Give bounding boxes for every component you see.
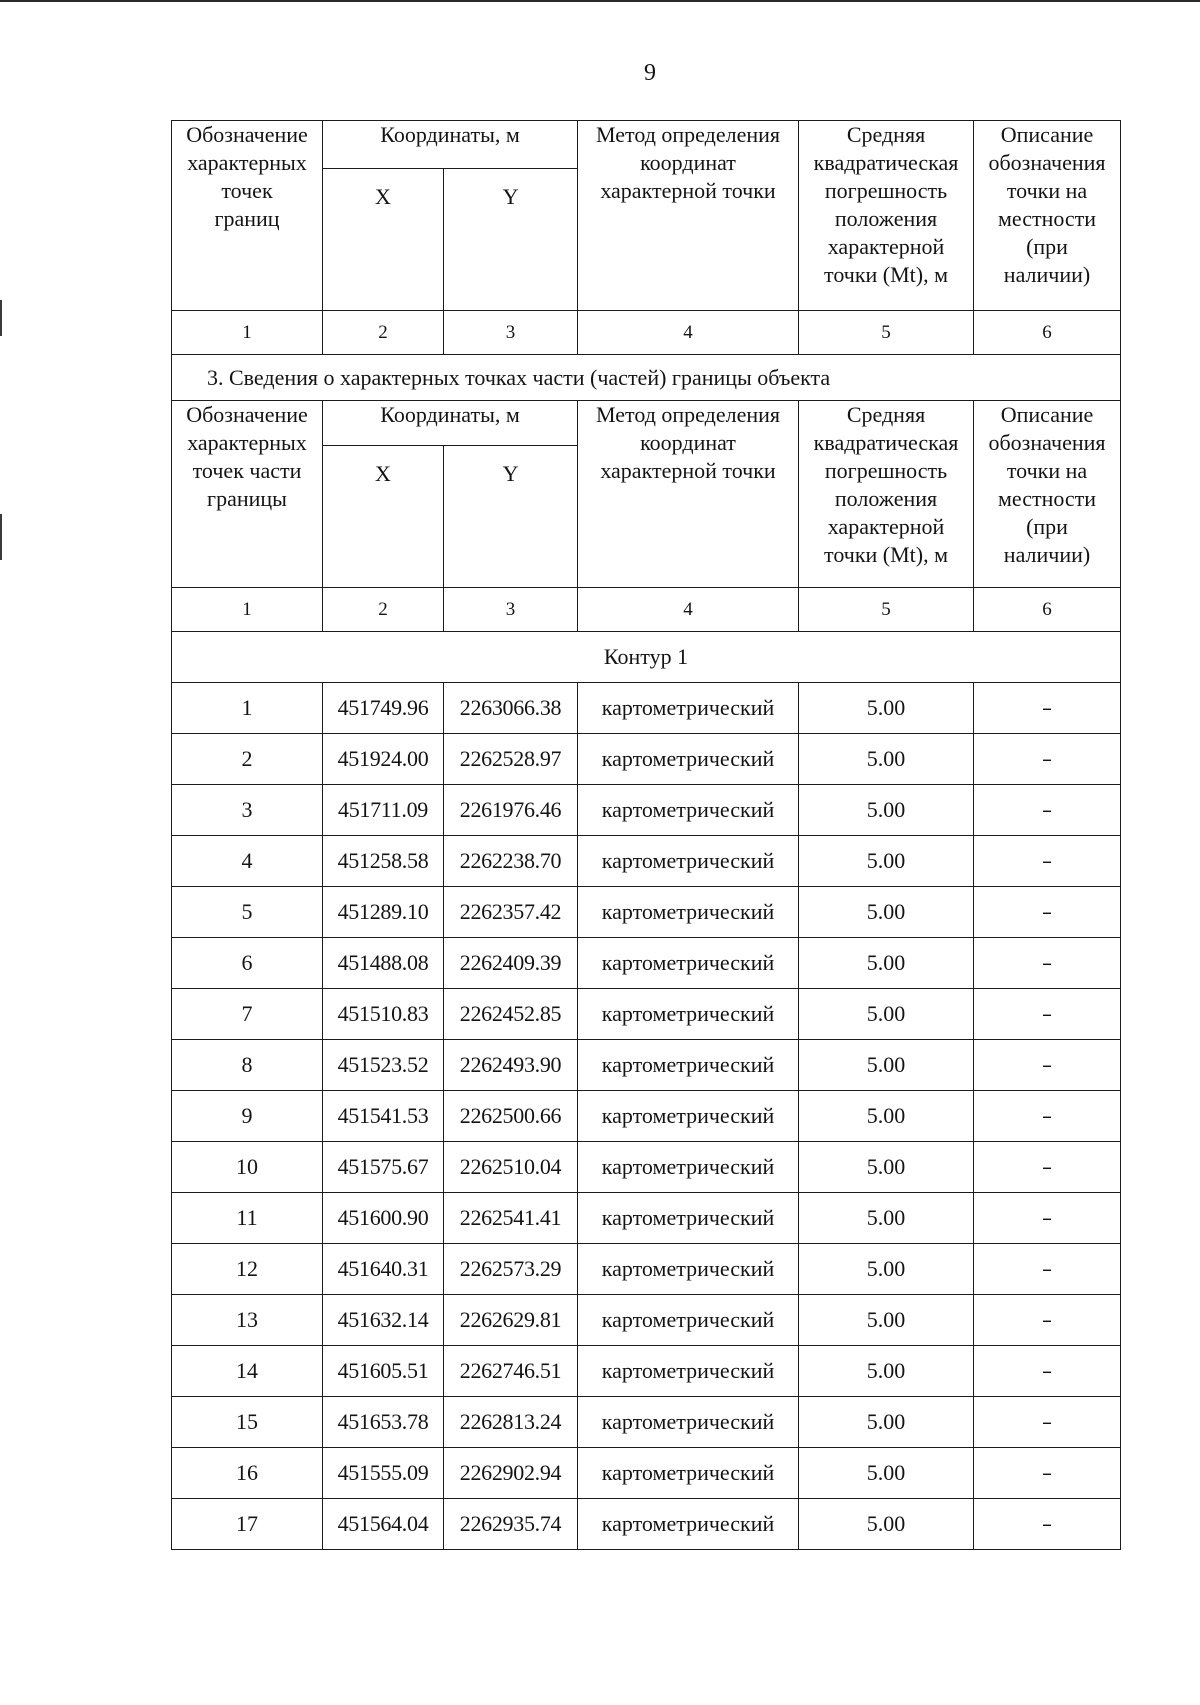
header-coordinates: Координаты, м	[323, 401, 578, 446]
table-row	[172, 1193, 1121, 1244]
section-title-row	[172, 355, 1121, 401]
coordinate-y: 2262493.90	[444, 1040, 578, 1091]
boundary-points-table	[171, 120, 1121, 1550]
coordinate-x: 451523.52	[323, 1040, 444, 1091]
point-number: 6	[172, 938, 323, 989]
determination-method: картометрический	[578, 683, 799, 734]
table-row	[172, 938, 1121, 989]
mean-square-error: 5.00	[799, 938, 974, 989]
column-number: 4	[578, 588, 799, 632]
table-row	[172, 989, 1121, 1040]
header-line: характерных	[187, 150, 307, 175]
mean-square-error: 5.00	[799, 734, 974, 785]
point-description: –	[974, 1244, 1121, 1295]
column-number: 5	[799, 311, 974, 355]
header-line: координат	[640, 150, 736, 175]
determination-method: картометрический	[578, 1193, 799, 1244]
point-description: –	[974, 887, 1121, 938]
coordinate-y: 2262813.24	[444, 1397, 578, 1448]
coordinate-x: 451653.78	[323, 1397, 444, 1448]
table-row	[172, 1040, 1121, 1091]
table-row	[172, 836, 1121, 887]
header-line: характерных	[187, 430, 307, 455]
determination-method: картометрический	[578, 785, 799, 836]
scan-edge-mark	[0, 514, 2, 560]
column-number: 4	[578, 311, 799, 355]
point-description: –	[974, 1295, 1121, 1346]
header-line: точек	[221, 178, 273, 203]
column-number: 1	[172, 588, 323, 632]
determination-method: картометрический	[578, 1244, 799, 1295]
column-number: 5	[799, 588, 974, 632]
header-method	[578, 121, 799, 311]
header-line: границ	[214, 206, 280, 231]
point-number: 4	[172, 836, 323, 887]
mean-square-error: 5.00	[799, 1142, 974, 1193]
coordinate-y: 2262510.04	[444, 1142, 578, 1193]
page-number: 9	[644, 60, 656, 86]
point-number: 13	[172, 1295, 323, 1346]
header-line: точек части	[192, 458, 302, 483]
determination-method: картометрический	[578, 1397, 799, 1448]
header-line: погрешность	[824, 458, 948, 483]
mean-square-error: 5.00	[799, 1040, 974, 1091]
mean-square-error: 5.00	[799, 1193, 974, 1244]
coordinate-y: 2262935.74	[444, 1499, 578, 1550]
header-line: точки (Mt), м	[824, 262, 949, 287]
determination-method: картометрический	[578, 1295, 799, 1346]
point-description: –	[974, 1397, 1121, 1448]
coordinate-x: 451488.08	[323, 938, 444, 989]
section-title: 3. Сведения о характерных точках части (частей) границы объекта	[172, 355, 1121, 401]
point-number: 11	[172, 1193, 323, 1244]
mean-square-error: 5.00	[799, 1346, 974, 1397]
coordinate-y: 2262500.66	[444, 1091, 578, 1142]
mean-square-error: 5.00	[799, 1244, 974, 1295]
coordinate-y: 2263066.38	[444, 683, 578, 734]
header-line: (при	[1026, 514, 1068, 539]
coordinate-x: 451640.31	[323, 1244, 444, 1295]
point-description: –	[974, 683, 1121, 734]
point-number: 14	[172, 1346, 323, 1397]
coordinate-y: 2262238.70	[444, 836, 578, 887]
header-line: наличии)	[1003, 542, 1091, 567]
coordinate-y: 2261976.46	[444, 785, 578, 836]
table-row	[172, 1295, 1121, 1346]
point-number: 10	[172, 1142, 323, 1193]
point-description: –	[974, 836, 1121, 887]
mean-square-error: 5.00	[799, 989, 974, 1040]
coordinate-x: 451289.10	[323, 887, 444, 938]
point-description: –	[974, 1448, 1121, 1499]
mean-square-error: 5.00	[799, 683, 974, 734]
coordinate-y: 2262357.42	[444, 887, 578, 938]
header-description	[974, 121, 1121, 311]
coordinate-x: 451258.58	[323, 836, 444, 887]
header-line: точки на	[1006, 178, 1088, 203]
coordinate-x: 451605.51	[323, 1346, 444, 1397]
point-description: –	[974, 1499, 1121, 1550]
header-line: характерной точки	[600, 458, 776, 483]
coordinate-y: 2262746.51	[444, 1346, 578, 1397]
column-number: 3	[444, 311, 578, 355]
coordinate-y: 2262528.97	[444, 734, 578, 785]
column-number: 3	[444, 588, 578, 632]
table-row	[172, 1244, 1121, 1295]
header-line: квадратическая	[813, 150, 959, 175]
point-description: –	[974, 938, 1121, 989]
column-number: 2	[323, 311, 444, 355]
coordinate-y: 2262902.94	[444, 1448, 578, 1499]
header-description	[974, 401, 1121, 588]
point-description: –	[974, 1040, 1121, 1091]
mean-square-error: 5.00	[799, 836, 974, 887]
mean-square-error: 5.00	[799, 1295, 974, 1346]
determination-method: картометрический	[578, 836, 799, 887]
mean-square-error: 5.00	[799, 785, 974, 836]
point-number: 17	[172, 1499, 323, 1550]
point-number: 7	[172, 989, 323, 1040]
top-border-line	[0, 0, 1200, 2]
point-number: 8	[172, 1040, 323, 1091]
determination-method: картометрический	[578, 1448, 799, 1499]
point-number: 16	[172, 1448, 323, 1499]
determination-method: картометрический	[578, 1040, 799, 1091]
header-line: Метод определения	[595, 122, 781, 147]
header-line: характерной	[827, 514, 945, 539]
point-description: –	[974, 785, 1121, 836]
header-line: Средняя	[846, 122, 926, 147]
column-number: 6	[974, 588, 1121, 632]
point-number: 5	[172, 887, 323, 938]
header-line: Описание	[1000, 402, 1094, 427]
point-description: –	[974, 1142, 1121, 1193]
header-line: границы	[207, 486, 287, 511]
coordinate-x: 451575.67	[323, 1142, 444, 1193]
header-line: погрешность	[824, 178, 948, 203]
header-line: Обозначение	[186, 122, 308, 147]
header-line: Средняя	[846, 402, 926, 427]
determination-method: картометрический	[578, 1091, 799, 1142]
scan-edge-mark	[0, 300, 2, 336]
coordinate-x: 451564.04	[323, 1499, 444, 1550]
header-mean-error	[799, 121, 974, 311]
coordinate-y: 2262541.41	[444, 1193, 578, 1244]
coordinate-x: 451924.00	[323, 734, 444, 785]
contour-label: Контур 1	[172, 632, 1121, 683]
point-number: 2	[172, 734, 323, 785]
column-number: 1	[172, 311, 323, 355]
table-row	[172, 785, 1121, 836]
table-row	[172, 1499, 1121, 1550]
table-row	[172, 683, 1121, 734]
mean-square-error: 5.00	[799, 1448, 974, 1499]
point-description: –	[974, 989, 1121, 1040]
table-row	[172, 1142, 1121, 1193]
column-number-row	[172, 588, 1121, 632]
point-description: –	[974, 1346, 1121, 1397]
coordinate-x: 451541.53	[323, 1091, 444, 1142]
coordinate-x: 451600.90	[323, 1193, 444, 1244]
column-number-row	[172, 311, 1121, 355]
coordinate-x: 451711.09	[323, 785, 444, 836]
table-row	[172, 1448, 1121, 1499]
header-line: Обозначение	[186, 402, 308, 427]
header-line: точки (Mt), м	[824, 542, 949, 567]
header-point-designation	[172, 121, 323, 311]
coordinate-y: 2262629.81	[444, 1295, 578, 1346]
determination-method: картометрический	[578, 1499, 799, 1550]
table-row	[172, 887, 1121, 938]
table-row	[172, 1346, 1121, 1397]
coordinate-y: 2262452.85	[444, 989, 578, 1040]
point-number: 1	[172, 683, 323, 734]
table-row	[172, 1397, 1121, 1448]
header-line: точки на	[1006, 458, 1088, 483]
coordinate-x: 451632.14	[323, 1295, 444, 1346]
header-line: характерной точки	[600, 178, 776, 203]
point-number: 9	[172, 1091, 323, 1142]
header-line: местности	[997, 486, 1097, 511]
determination-method: картометрический	[578, 1142, 799, 1193]
mean-square-error: 5.00	[799, 1091, 974, 1142]
point-number: 3	[172, 785, 323, 836]
point-description: –	[974, 734, 1121, 785]
header-line: обозначения	[988, 430, 1106, 455]
point-rows	[172, 683, 1121, 1550]
point-description: –	[974, 1091, 1121, 1142]
header-line: Описание	[1000, 122, 1094, 147]
header-line: наличии)	[1003, 262, 1091, 287]
point-description: –	[974, 1193, 1121, 1244]
mean-square-error: 5.00	[799, 1397, 974, 1448]
header-line: характерной	[827, 234, 945, 259]
coordinate-x: 451555.09	[323, 1448, 444, 1499]
coordinate-x: 451510.83	[323, 989, 444, 1040]
header-method	[578, 401, 799, 588]
coordinate-x: 451749.96	[323, 683, 444, 734]
mean-square-error: 5.00	[799, 1499, 974, 1550]
table-row	[172, 1091, 1121, 1142]
section-header-row	[172, 401, 1121, 446]
table-header-row	[172, 121, 1121, 169]
contour-row	[172, 632, 1121, 683]
header-coordinates: Координаты, м	[323, 121, 578, 169]
mean-square-error: 5.00	[799, 887, 974, 938]
determination-method: картометрический	[578, 887, 799, 938]
determination-method: картометрический	[578, 989, 799, 1040]
header-line: обозначения	[988, 150, 1106, 175]
header-mean-error	[799, 401, 974, 588]
header-line: (при	[1026, 234, 1068, 259]
header-part-point-designation	[172, 401, 323, 588]
coordinate-y: 2262573.29	[444, 1244, 578, 1295]
determination-method: картометрический	[578, 734, 799, 785]
header-line: координат	[640, 430, 736, 455]
point-number: 15	[172, 1397, 323, 1448]
header-line: Метод определения	[595, 402, 781, 427]
header-line: положения	[834, 486, 938, 511]
table-row	[172, 734, 1121, 785]
header-line: квадратическая	[813, 430, 959, 455]
column-number: 2	[323, 588, 444, 632]
header-line: положения	[834, 206, 938, 231]
header-line: местности	[997, 206, 1097, 231]
header-x: X	[323, 169, 444, 311]
header-x: X	[323, 446, 444, 588]
determination-method: картометрический	[578, 1346, 799, 1397]
header-y: Y	[444, 446, 578, 588]
column-number: 6	[974, 311, 1121, 355]
point-number: 12	[172, 1244, 323, 1295]
coordinate-y: 2262409.39	[444, 938, 578, 989]
determination-method: картометрический	[578, 938, 799, 989]
header-y: Y	[444, 169, 578, 311]
